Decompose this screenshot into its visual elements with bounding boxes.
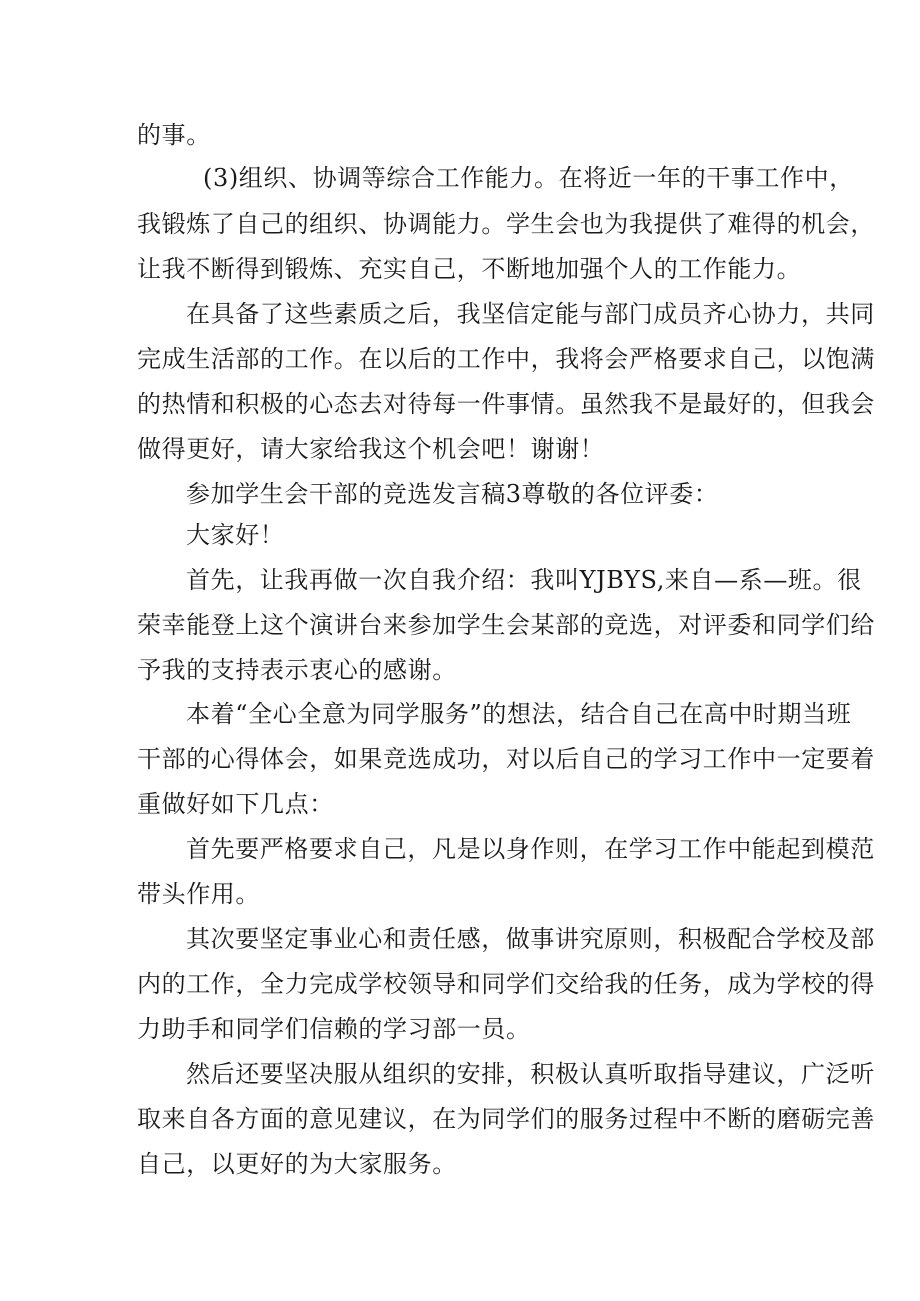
text-line: 大家好！	[186, 521, 285, 549]
text-line: 带头作用。	[137, 880, 260, 908]
text-line: 首先，让我再做一次自我介绍：我叫YJBYS,来自—系—班。很	[186, 566, 862, 594]
text-line: 让我不断得到锻炼、充实自己，不断地加强个人的工作能力。	[137, 255, 802, 283]
text-line: 参加学生会干部的竞选发言稿3尊敬的各位评委：	[186, 480, 719, 508]
text-line: 自己，以更好的为大家服务。	[137, 1150, 457, 1178]
text-line: 取来自各方面的意见建议，在为同学们的服务过程中不断的磨砺完善	[137, 1105, 875, 1133]
text-line: 干部的心得体会，如果竞选成功，对以后自己的学习工作中一定要着	[137, 745, 875, 773]
text-line: 重做好如下几点：	[137, 790, 334, 818]
text-line: 做得更好，请大家给我这个机会吧！谢谢！	[137, 435, 605, 463]
text-line: 予我的支持表示衷心的感谢。	[137, 656, 457, 684]
text-line: 力助手和同学们信赖的学习部一员。	[137, 1015, 531, 1043]
text-line: 我锻炼了自己的组织、协调能力。学生会也为我提供了难得的机会，	[137, 210, 875, 238]
text-line: (3)组织、协调等综合工作能力。在将近一年的干事工作中，	[203, 164, 854, 192]
text-line: 的事。	[137, 121, 211, 149]
text-line: 荣幸能登上这个演讲台来参加学生会某部的竞选，对评委和同学们给	[137, 611, 875, 639]
text-line: 在具备了这些素质之后，我坚信定能与部门成员齐心协力，共同	[186, 300, 875, 328]
text-line: 然后还要坚决服从组织的安排，积极认真听取指导建议，广泛听	[186, 1060, 875, 1088]
text-line: 其次要坚定事业心和责任感，做事讲究原则，积极配合学校及部	[186, 925, 875, 953]
text-line: 本着“全心全意为同学服务”的想法，结合自己在高中时期当班	[186, 700, 852, 728]
text-line: 首先要严格要求自己，凡是以身作则，在学习工作中能起到模范	[186, 835, 875, 863]
text-line: 的热情和积极的心态去对待每一件事情。虽然我不是最好的，但我会	[137, 390, 875, 418]
text-line: 完成生活部的工作。在以后的工作中，我将会严格要求自己，以饱满	[137, 345, 875, 373]
text-line: 内的工作，全力完成学校领导和同学们交给我的任务，成为学校的得	[137, 970, 875, 998]
